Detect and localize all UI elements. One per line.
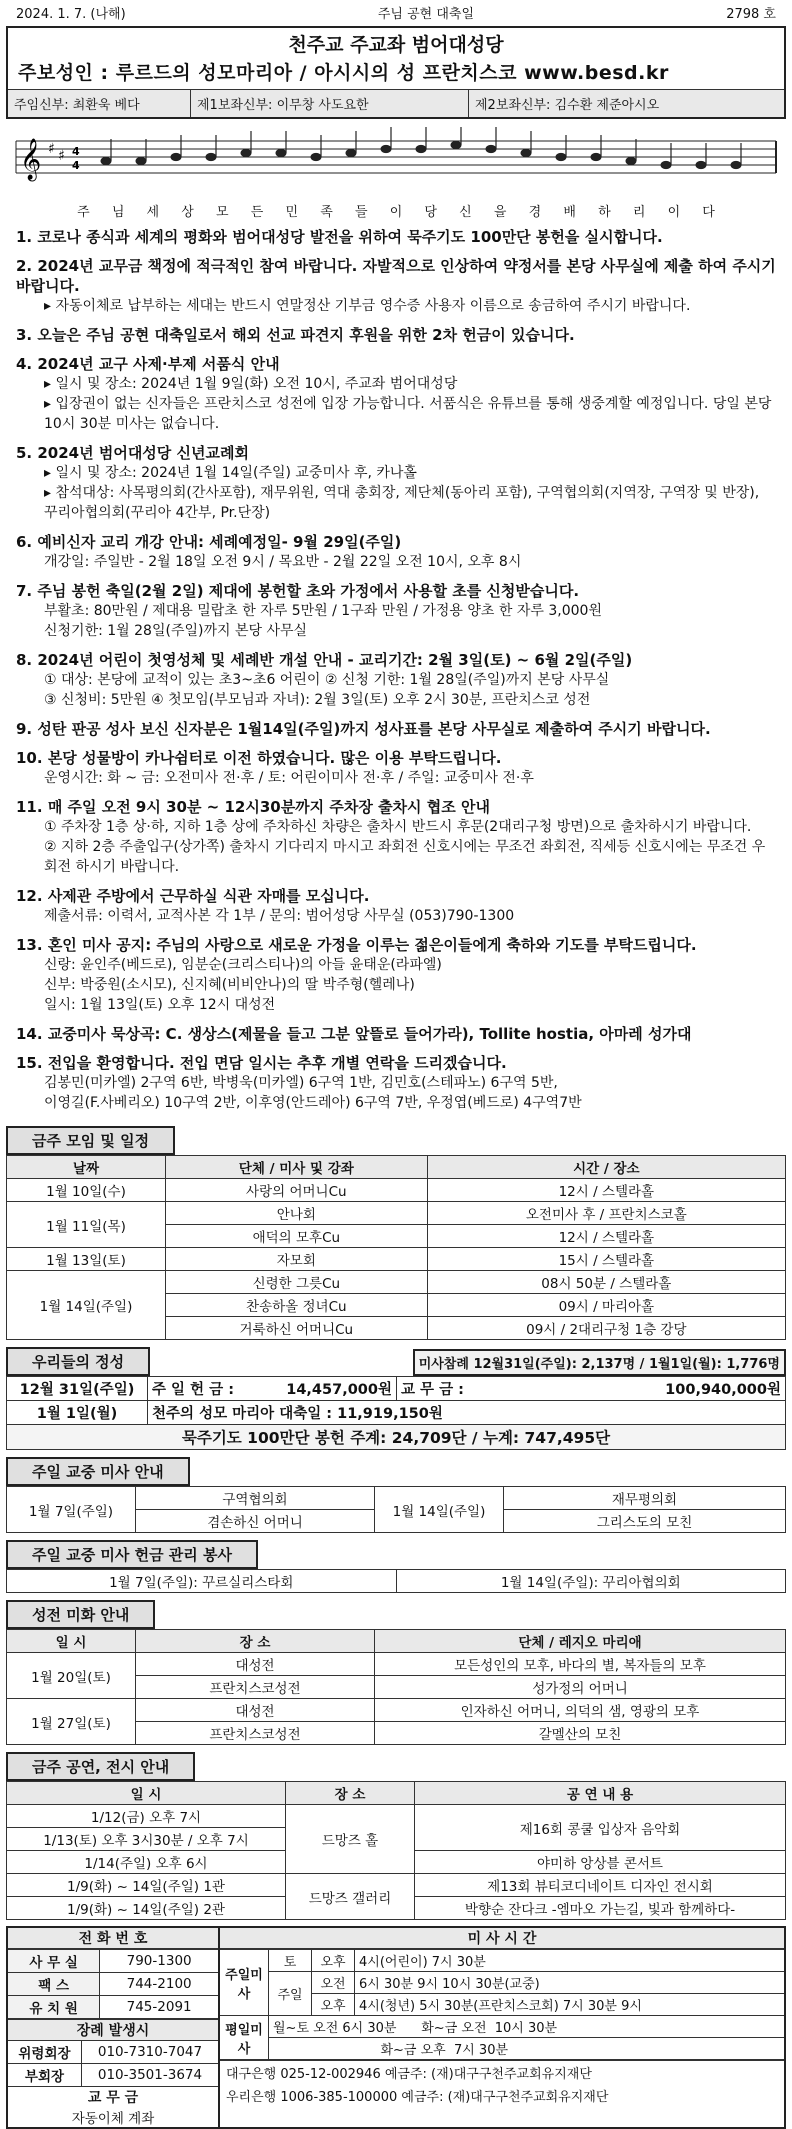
music-note [171, 153, 181, 160]
notice-number: 6. [16, 533, 33, 551]
decoration-group: 인자하신 어머니, 의덕의 샘, 영광의 모후 [375, 1699, 786, 1722]
notice-headline [16, 325, 776, 345]
lyric-syllable: 이 [389, 205, 403, 220]
table-row [7, 1179, 786, 1202]
concerts-header: 일 시 [7, 1782, 286, 1805]
notice-list [6, 227, 786, 1113]
parish-banner [6, 26, 786, 119]
lyric-syllable: 신 [459, 205, 472, 220]
notice-detail: 김봉민(미카엘) 2구역 6반, 박병욱(미카엘) 6구역 1반, 김민호(스테파노) 6구역 5반, [44, 1075, 558, 1091]
notice-text: 혼인 미사 공지: 주님의 사랑으로 새로운 가정을 이루는 젊은이들에게 축하와 기도를 부탁드립니다. [47, 936, 697, 954]
table-row [7, 1202, 786, 1225]
meeting-place: 15시 / 스텔라홀 [427, 1248, 785, 1271]
concert-date: 1/9(화) ~ 14일(주일) 1관 [7, 1874, 286, 1897]
mass-time-row [220, 2038, 784, 2060]
music-note [626, 157, 636, 164]
music-note [451, 141, 461, 148]
decoration-group: 모든성인의 모후, 바다의 별, 복자들의 모후 [375, 1653, 786, 1676]
notice-detail: 일시: 1월 13일(토) 오후 12시 대성전 [44, 997, 276, 1013]
notice-headline [16, 227, 776, 247]
phone-label: 팩 스 [8, 1973, 100, 1996]
mass-times: 4시(청년) 5시 30분(프란치스코회) 7시 30분 9시 [355, 1994, 785, 2016]
decoration-header: 장 소 [136, 1630, 375, 1653]
notice-item [16, 797, 776, 877]
lyric-syllable: 경 [528, 205, 542, 220]
notice-headline [16, 886, 776, 906]
notice-item [16, 719, 776, 739]
music-note [556, 153, 566, 160]
notice-item [16, 354, 776, 434]
notice-text: 주님 봉헌 축일(2월 2일) 제대에 봉헌할 초와 가정에서 사용할 초를 신청받습니다. [37, 582, 580, 600]
meeting-group: 자모회 [166, 1248, 428, 1271]
decoration-date: 1월 20일(토) [7, 1653, 136, 1699]
notice-detail: ① 대상: 본당에 교적이 있는 초3~초6 어린이 ② 신청 기한: 1월 28일(주일)까지 본당 사무실 [44, 672, 610, 688]
lyric-syllable: 세 [146, 205, 160, 220]
decoration-date: 1월 27일(토) [7, 1699, 136, 1745]
music-note [696, 161, 706, 168]
notice-text: 본당 성물방이 카나쉼터로 이전 하였습니다. 많은 이용 부탁드립니다. [47, 749, 502, 767]
issue-number: 2798 호 [726, 6, 776, 22]
hymn-lyrics [6, 201, 786, 225]
notice-item [16, 650, 776, 710]
lyric-syllable: 든 [250, 205, 264, 220]
funeral-row [8, 2064, 218, 2087]
notice-number: 5. [16, 444, 33, 462]
phone-table [8, 1949, 218, 2019]
meeting-group: 찬송하올 정녀Cu [166, 1294, 428, 1317]
feast-name: 주님 공현 대축일 [377, 6, 475, 22]
notice-detail: 신부: 박중원(소시모), 신지혜(비비안나)의 딸 박주형(헬레나) [44, 977, 415, 993]
lyric-syllable: 배 [563, 205, 576, 220]
notice-detail: 운영시간: 화 ~ 금: 오전미사 전·후 / 토: 어린이미사 전·후 / 주일: 교중미사 전·후 [44, 770, 534, 786]
meetings-header: 단체 / 미사 및 강좌 [166, 1156, 428, 1179]
priests-row [8, 89, 784, 117]
lyric-syllable: 다 [702, 205, 715, 220]
notice-item [16, 532, 776, 572]
meeting-place: 오전미사 후 / 프란치스코홀 [427, 1202, 785, 1225]
notice-headline [16, 354, 776, 374]
notice-item [16, 886, 776, 926]
decoration-group: 성가정의 어머니 [375, 1676, 786, 1699]
concert-date: 1/12(금) 오후 7시 [7, 1805, 286, 1828]
music-note [661, 161, 671, 168]
meeting-date: 1월 14일(주일) [7, 1271, 166, 1340]
music-note [521, 149, 531, 156]
music-notation [6, 127, 786, 199]
decoration-section [6, 1596, 786, 1745]
bulletin-date: 2024. 1. 7. (나해) [16, 6, 126, 22]
meeting-place: 12시 / 스텔라홀 [427, 1225, 785, 1248]
decoration-place: 대성전 [136, 1699, 375, 1722]
concerts-header: 공 연 내 용 [415, 1782, 786, 1805]
lyric-syllable: 이 [667, 205, 681, 220]
notice-text: 매 주일 오전 9시 30분 ~ 12시30분까지 주차장 출차시 협조 안내 [47, 798, 490, 816]
table-row [7, 1653, 786, 1676]
cash-service-title: 주일 교중 미사 헌금 관리 봉사 [6, 1540, 258, 1569]
mass-times-table [220, 1949, 784, 2060]
notice-text: 코로나 종식과 세계의 평화와 범어대성당 발전을 위하여 묵주기도 100만단 봉헌을 실시합니다. [37, 228, 663, 246]
phone-label: 유 치 원 [8, 1996, 100, 2019]
cash-service-left: 1월 7일(주일): 꾸르실리스타회 [7, 1570, 397, 1593]
concerts-header-row [7, 1782, 786, 1805]
funeral-table [8, 2040, 218, 2087]
meeting-place: 08시 50분 / 스텔라홀 [427, 1271, 785, 1294]
footer-left [8, 1928, 220, 2127]
music-staff [6, 127, 786, 199]
notice-number: 14. [16, 1025, 43, 1043]
rosary-total: 묵주기도 100만단 봉헌 주계: 24,709단 / 누계: 747,495단 [7, 1425, 786, 1450]
concert-date: 1/13(토) 오후 3시30분 / 오후 7시 [7, 1828, 286, 1851]
notice-item [16, 581, 776, 641]
mass-guide-section [6, 1453, 786, 1533]
table-row [7, 1805, 786, 1828]
meetings-header: 날짜 [7, 1156, 166, 1179]
notice-headline [16, 581, 776, 601]
decoration-group: 갈멜산의 모친 [375, 1722, 786, 1745]
guide-date-left: 1월 7일(주일) [7, 1487, 136, 1533]
music-note [101, 157, 111, 164]
notice-item [16, 256, 776, 316]
lyric-syllable: 족 [320, 205, 333, 220]
music-note [276, 149, 286, 156]
meetings-table [6, 1155, 786, 1340]
meetings-section [6, 1122, 786, 1340]
lyric-syllable: 님 [111, 205, 125, 220]
notice-text: 성탄 판공 성사 보신 신자분은 1월14일(주일)까지 성사표를 본당 사무실로 제출하여 주시기 바랍니다. [37, 720, 711, 738]
sharp-icon: ♯ [58, 148, 65, 164]
music-note [206, 153, 216, 160]
guide-date-right: 1월 14일(주일) [375, 1487, 504, 1533]
music-note [731, 161, 741, 168]
notice-text: 2024년 어린이 첫영성체 및 세례반 개설 안내 - 교리기간: 2월 3일(토) ~ 6월 2일(주일) [37, 651, 633, 669]
meeting-group: 사랑의 어머니Cu [166, 1179, 428, 1202]
cash-service-right: 1월 14일(주일): 꾸리아협의회 [396, 1570, 786, 1593]
notice-number: 3. [16, 326, 33, 344]
notice-headline [16, 719, 776, 739]
time-signature: 4 [72, 145, 80, 158]
pastor: 주임신부: 최환욱 베다 [8, 90, 191, 117]
notice-detail: 신랑: 윤인주(베드로), 임분순(크리스티나)의 아들 윤태운(라파엘) [44, 957, 442, 973]
concerts-title: 금주 공연, 전시 안내 [6, 1752, 195, 1781]
meetings-header-row [7, 1156, 786, 1179]
notice-detail: ▸ 일시 및 장소: 2024년 1월 9일(화) 오전 10시, 주교좌 범어대성당 [44, 376, 458, 392]
meeting-place: 09시 / 2대리구청 1층 강당 [427, 1317, 785, 1340]
lyric-syllable: 리 [632, 205, 646, 220]
notice-text: 교중미사 묵상곡: C. 생상스(제물을 들고 그분 앞뜰로 들어가라), Tollite hostia, 아마레 성가대 [47, 1025, 692, 1043]
meeting-group: 애덕의 모후Cu [166, 1225, 428, 1248]
attendance-box: 미사참례 12월31일(주일): 2,137명 / 1월1일(월): 1,776명 [413, 1349, 786, 1376]
mass-category: 평일미사 [220, 2016, 269, 2060]
mass-guide-table [6, 1486, 786, 1533]
notice-item [16, 935, 776, 1015]
music-note [346, 149, 356, 156]
dues-amount: 100,940,000원 [538, 1377, 785, 1401]
music-note [591, 153, 601, 160]
top-line [6, 0, 786, 24]
notice-detail: 제출서류: 이력서, 교적사본 각 1부 / 문의: 범어성당 사무실 (053)790-1300 [44, 908, 515, 924]
concerts-header: 장 소 [286, 1782, 415, 1805]
notice-headline [16, 1053, 776, 1073]
decoration-place: 대성전 [136, 1653, 375, 1676]
notice-number: 10. [16, 749, 43, 767]
lyric-syllable: 당 [424, 205, 437, 220]
treble-clef-icon: 𝄞 [20, 139, 42, 180]
meeting-group: 신령한 그릇Cu [166, 1271, 428, 1294]
notice-detail: 개강일: 주일반 - 2월 18일 오전 9시 / 목요반 - 2월 22일 오전 10시, 오후 8시 [44, 554, 522, 570]
notice-headline [16, 650, 776, 670]
notice-detail: 부활초: 80만원 / 제대용 밀랍초 한 자루 5만원 / 1구좌 만원 / 가정용 양초 한 자루 3,000원 [44, 603, 602, 619]
notice-number: 2. [16, 257, 33, 275]
phone-number: 745-2091 [100, 1996, 218, 2019]
mass-guide-title: 주일 교중 미사 안내 [6, 1457, 190, 1486]
donation-subtitle: 자동이체 계좌 [71, 2111, 155, 2127]
assistant-priest-2: 제2보좌신부: 김수환 제준아시오 [469, 90, 784, 117]
notice-detail: ① 주차장 1층 상·하, 지하 1층 상에 주차하신 차량은 출차시 반드시 후문(2대리구청 방면)으로 출차하시기 바랍니다. [44, 819, 752, 835]
notice-number: 9. [16, 720, 33, 738]
decoration-place: 프란치스코성전 [136, 1676, 375, 1699]
mass-day: 주일 [269, 1972, 312, 2016]
lyric-syllable: 주 [77, 205, 90, 220]
phone-number: 790-1300 [100, 1950, 218, 1973]
mass-period: 오후 [312, 1994, 355, 2016]
notice-item [16, 1053, 776, 1113]
phone-row [8, 1973, 218, 1996]
notice-text: 2024년 범어대성당 신년교례회 [37, 444, 249, 462]
meeting-group: 안나회 [166, 1202, 428, 1225]
mass-times-title: 미 사 시 간 [220, 1928, 784, 1949]
table-row [7, 1699, 786, 1722]
concert-content: 제16회 콩쿨 입상자 음악회 [415, 1805, 786, 1851]
lyric-syllable: 상 [181, 205, 194, 220]
notice-number: 1. [16, 228, 33, 246]
notice-item [16, 1024, 776, 1044]
offering-title: 우리들의 정성 [6, 1347, 150, 1376]
notice-number: 15. [16, 1054, 43, 1072]
notice-headline [16, 532, 776, 552]
mass-period: 오후 [312, 1950, 355, 1972]
music-note [486, 145, 496, 152]
notice-number: 4. [16, 355, 33, 373]
lyric-syllable: 하 [598, 205, 611, 220]
mass-day: 토 [269, 1950, 312, 1972]
parish-title: 천주교 주교좌 범어대성당 [288, 34, 504, 56]
music-note [311, 153, 321, 160]
notice-number: 8. [16, 651, 33, 669]
funeral-row [8, 2041, 218, 2064]
offering-date-1: 12월 31일(주일) [7, 1377, 148, 1401]
music-note [416, 145, 426, 152]
notice-headline [16, 443, 776, 463]
concert-date: 1/14(주일) 오후 6시 [7, 1851, 286, 1874]
concert-date: 1/9(화) ~ 14일(주일) 2관 [7, 1897, 286, 1920]
funeral-label: 부회장 [8, 2064, 81, 2087]
cash-service-section [6, 1536, 786, 1593]
decoration-header: 단체 / 레지오 마리애 [375, 1630, 786, 1653]
phone-title: 전 화 번 호 [8, 1928, 218, 1949]
sunday-offering-amount: 14,457,000원 [276, 1377, 397, 1401]
bank-account-2: 우리은행 1006-385-100000 예금주: (재)대구구천주교회유지재단 [226, 2090, 609, 2105]
guide-left-2: 겸손하신 어머니 [136, 1510, 375, 1533]
music-note [381, 145, 391, 152]
funeral-label: 위령회장 [8, 2041, 81, 2064]
mass-times: 화~금 오후 7시 30분 [269, 2038, 785, 2060]
sunday-offering-label: 주 일 헌 금 : [148, 1377, 277, 1401]
funeral-title: 장례 발생시 [8, 2019, 218, 2040]
footer-right [220, 1928, 784, 2127]
notice-detail: 이영길(F.사베리오) 10구역 2반, 이후영(안드레아) 6구역 7반, 우정엽(베드로) 4구역7반 [44, 1095, 582, 1111]
notice-item [16, 227, 776, 247]
meeting-group: 거룩하신 어머니Cu [166, 1317, 428, 1340]
decoration-place: 프란치스코성전 [136, 1722, 375, 1745]
notice-detail: ▸ 일시 및 장소: 2024년 1월 14일(주일) 교중미사 후, 카나홀 [44, 465, 417, 481]
mass-times: 월~토 오전 6시 30분 화~금 오전 10시 30분 [269, 2016, 785, 2038]
notice-number: 11. [16, 798, 43, 816]
notice-text: 2024년 교무금 책정에 적극적인 참여 바랍니다. 자발적으로 인상하여 약정서를 본당 사무실에 제출 하여 주시기 바랍니다. [16, 257, 776, 295]
guide-right-1: 재무평의회 [504, 1487, 786, 1510]
guide-left-1: 구역협의회 [136, 1487, 375, 1510]
notice-headline [16, 935, 776, 955]
offering-date-2: 1월 1일(월) [7, 1401, 148, 1425]
notice-text: 전입을 환영합니다. 전입 면담 일시는 추후 개별 연락을 드리겠습니다. [47, 1054, 507, 1072]
parish-patrons: 주보성인 : 루르드의 성모마리아 / 아시시의 성 프란치스코 www.besd.kr [18, 62, 669, 84]
lyric-syllable: 을 [493, 205, 507, 220]
notice-detail: ▸ 참석대상: 사목평의회(간사포함), 재무위원, 역대 총회장, 제단체(동아리 포함), 구역협의회(지역장, 구역장 및 반장), 꾸리아협의회(꾸리아 4간부, Pr.단장) [44, 485, 760, 521]
meeting-place: 12시 / 스텔라홀 [427, 1179, 785, 1202]
table-row [7, 1271, 786, 1294]
concerts-section [6, 1748, 786, 1920]
sharp-icon: ♯ [48, 141, 55, 157]
notice-item [16, 443, 776, 523]
notice-number: 12. [16, 887, 43, 905]
mass-time-row [220, 2016, 784, 2038]
guide-right-2: 그리스도의 모친 [504, 1510, 786, 1533]
notice-headline [16, 1024, 776, 1044]
phone-row [8, 1950, 218, 1973]
phone-row [8, 1996, 218, 2019]
notice-text: 오늘은 주님 공현 대축일로서 해외 선교 파견지 후원을 위한 2차 헌금이 있습니다. [37, 326, 575, 344]
offering-table [6, 1376, 786, 1450]
concerts-table [6, 1781, 786, 1920]
bank-account-1: 대구은행 025-12-002946 예금주: (재)대구구천주교회유지재단 [220, 2060, 784, 2084]
notice-headline [16, 748, 776, 768]
phone-number: 744-2100 [100, 1973, 218, 1996]
solemnity-offering: 천주의 성모 마리아 대축일 : 11,919,150원 [148, 1401, 786, 1425]
notice-detail: ▸ 자동이체로 납부하는 세대는 반드시 연말정산 기부금 영수증 사용자 이름으로 송금하여 주시기 바랍니다. [44, 298, 691, 314]
notice-item [16, 748, 776, 788]
notice-detail: 신청기한: 1월 28일(주일)까지 본당 사무실 [44, 623, 308, 639]
concert-content: 제13회 뷰티코디네이트 디자인 전시회 [415, 1874, 786, 1897]
offering-section [6, 1343, 786, 1450]
concert-venue: 드망즈 갤러리 [286, 1874, 415, 1920]
donation-title: 교 무 금 [87, 2090, 139, 2106]
concert-content: 야미하 앙상블 콘서트 [415, 1851, 786, 1874]
music-note [136, 157, 146, 164]
phone-label: 사 무 실 [8, 1950, 100, 1973]
decoration-header: 일 시 [7, 1630, 136, 1653]
notice-text: 2024년 교구 사제·부제 서품식 안내 [37, 355, 280, 373]
table-row [7, 1874, 786, 1897]
decoration-title: 성전 미화 안내 [6, 1600, 155, 1629]
meeting-date: 1월 13일(토) [7, 1248, 166, 1271]
assistant-priest-1: 제1보좌신부: 이무창 사도요한 [191, 90, 469, 117]
time-signature: 4 [72, 159, 80, 172]
table-row [7, 1248, 786, 1271]
mass-period: 오전 [312, 1972, 355, 1994]
dues-label: 교 무 금 : [397, 1377, 539, 1401]
lyric-syllable: 민 [285, 205, 299, 220]
notice-number: 7. [16, 582, 33, 600]
decoration-table [6, 1629, 786, 1745]
mass-times: 6시 30분 9시 10시 30분(교중) [355, 1972, 785, 1994]
notice-text: 예비신자 교리 개강 안내: 세례예정일- 9월 29일(주일) [37, 533, 402, 551]
music-note [241, 149, 251, 156]
footer-section [6, 1926, 786, 2129]
mass-time-row [220, 1950, 784, 1972]
concert-content: 박향순 잔다크 -엠마오 가는길, 빛과 함께하다- [415, 1897, 786, 1920]
decoration-header-row [7, 1630, 786, 1653]
notice-item [16, 325, 776, 345]
mass-category: 주일미사 [220, 1950, 269, 2016]
funeral-number: 010-3501-3674 [81, 2064, 218, 2087]
meeting-date: 1월 10일(수) [7, 1179, 166, 1202]
notice-number: 13. [16, 936, 43, 954]
notice-detail: ③ 신청비: 5만원 ④ 첫모임(부모님과 자녀): 2월 3일(토) 오후 2시 30분, 프란치스코 성전 [44, 692, 591, 708]
notice-detail: ② 지하 2층 주출입구(상가쪽) 출차시 기다리지 마시고 좌회전 신호시에는 무조건 좌회전, 직세등 신호시에는 무조건 우회전 하시기 바랍니다. [44, 839, 766, 875]
notice-headline [16, 256, 776, 296]
mass-times: 4시(어린이) 7시 30분 [355, 1950, 785, 1972]
notice-headline [16, 797, 776, 817]
funeral-number: 010-7310-7047 [81, 2041, 218, 2064]
cash-service-table [6, 1569, 786, 1593]
notice-detail: ▸ 입장권이 없는 신자들은 프란치스코 성전에 입장 가능합니다. 서품식은 유튜브를 통해 생중계할 예정입니다. 당일 본당 10시 30분 미사는 없습니다. [44, 396, 772, 432]
concert-venue: 드망즈 홀 [286, 1805, 415, 1874]
lyric-syllable: 들 [354, 205, 368, 220]
meetings-header: 시간 / 장소 [427, 1156, 785, 1179]
lyric-syllable: 모 [216, 205, 229, 220]
meeting-place: 09시 / 마리아홀 [427, 1294, 785, 1317]
meeting-date: 1월 11일(목) [7, 1202, 166, 1248]
meetings-title: 금주 모임 및 일정 [6, 1126, 175, 1155]
mass-time-row [220, 1972, 784, 1994]
notice-text: 사제관 주방에서 근무하실 식관 자매를 모십니다. [47, 887, 370, 905]
